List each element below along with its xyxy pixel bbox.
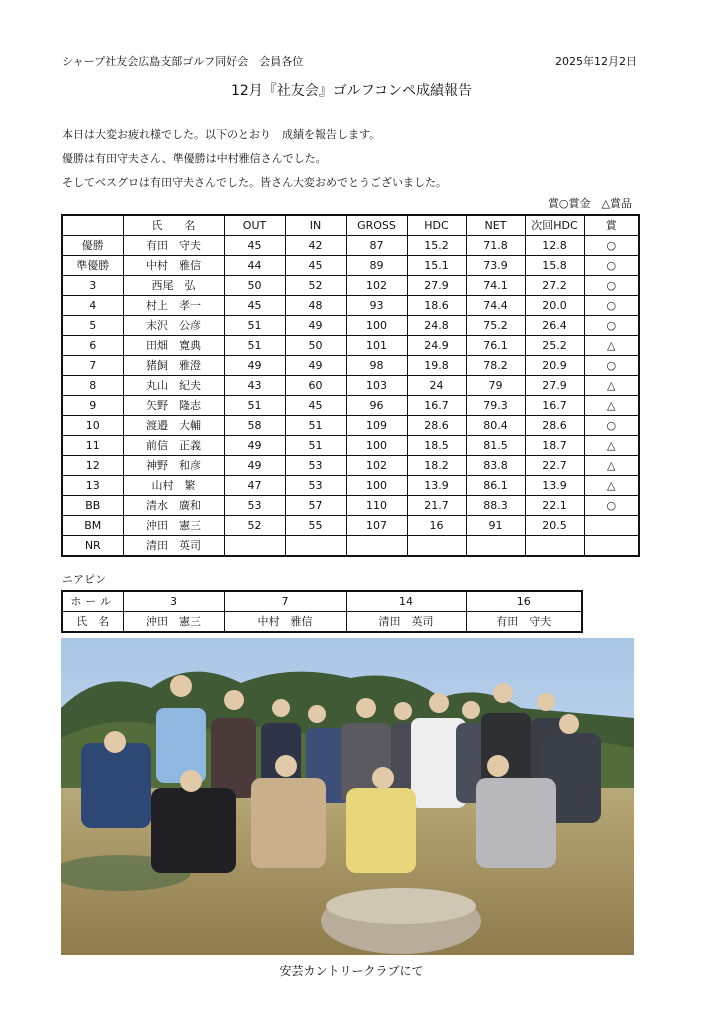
header-rank xyxy=(62,215,123,236)
table-cell: 西尾 弘 xyxy=(123,276,224,296)
table-cell: 74.1 xyxy=(466,276,525,296)
table-cell: 神野 和彦 xyxy=(123,456,224,476)
table-cell: 49 xyxy=(224,456,285,476)
nearpin-name-label: 氏 名 xyxy=(62,612,123,633)
table-cell: 107 xyxy=(346,516,407,536)
table-cell: 18.5 xyxy=(407,436,466,456)
table-row xyxy=(62,316,639,336)
nearpin-hole-label: ホール xyxy=(62,591,123,612)
table-cell: ○ xyxy=(584,496,639,516)
table-cell: 80.4 xyxy=(466,416,525,436)
table-cell: 18.6 xyxy=(407,296,466,316)
table-cell xyxy=(525,536,584,557)
table-cell: ○ xyxy=(584,236,639,256)
table-cell: 57 xyxy=(285,496,346,516)
table-cell: 86.1 xyxy=(466,476,525,496)
table-cell: 28.6 xyxy=(407,416,466,436)
table-cell: 49 xyxy=(285,316,346,336)
nearpin-hole-row xyxy=(62,591,582,612)
results-table xyxy=(61,214,640,557)
nearpin-name: 中村 雅信 xyxy=(224,612,346,633)
table-cell: 13 xyxy=(62,476,123,496)
nearpin-hole: 7 xyxy=(224,591,346,612)
table-cell: 100 xyxy=(346,316,407,336)
table-cell: 73.9 xyxy=(466,256,525,276)
table-cell: 51 xyxy=(224,336,285,356)
table-cell: △ xyxy=(584,456,639,476)
table-cell: △ xyxy=(584,336,639,356)
table-cell: 83.8 xyxy=(466,456,525,476)
table-cell: 13.9 xyxy=(407,476,466,496)
table-cell: 45 xyxy=(285,396,346,416)
group-photo xyxy=(61,638,634,955)
table-cell: 優勝 xyxy=(62,236,123,256)
table-cell: 71.8 xyxy=(466,236,525,256)
table-cell: 51 xyxy=(224,396,285,416)
header-next-hdc: 次回HDC xyxy=(525,215,584,236)
table-cell: 44 xyxy=(224,256,285,276)
nearpin-name: 有田 守夫 xyxy=(466,612,582,633)
header-name: 氏 名 xyxy=(123,215,224,236)
table-cell: 27.9 xyxy=(407,276,466,296)
table-row xyxy=(62,496,639,516)
table-cell: BB xyxy=(62,496,123,516)
table-cell: 78.2 xyxy=(466,356,525,376)
table-cell: 20.0 xyxy=(525,296,584,316)
table-cell: 16 xyxy=(407,516,466,536)
table-cell: △ xyxy=(584,476,639,496)
header-out: OUT xyxy=(224,215,285,236)
table-cell: 49 xyxy=(224,356,285,376)
nearpin-hole: 16 xyxy=(466,591,582,612)
table-cell: 26.4 xyxy=(525,316,584,336)
table-cell: 10 xyxy=(62,416,123,436)
table-cell: △ xyxy=(584,436,639,456)
body-line-1: 本日は大変お疲れ様でした。以下のとおり 成績を報告します。 xyxy=(62,128,381,141)
table-cell: 7 xyxy=(62,356,123,376)
table-cell: 47 xyxy=(224,476,285,496)
page-title: 12月『社友会』ゴルフコンペ成績報告 xyxy=(230,83,473,99)
table-cell: 清水 廣和 xyxy=(123,496,224,516)
table-cell: 21.7 xyxy=(407,496,466,516)
body-line-3: そしてベスグロは有田守夫さんでした。皆さん大変おめでとうございました。 xyxy=(62,176,447,189)
table-cell: 清田 英司 xyxy=(123,536,224,557)
table-cell xyxy=(285,536,346,557)
table-cell: 91 xyxy=(466,516,525,536)
table-cell: 89 xyxy=(346,256,407,276)
header-in: IN xyxy=(285,215,346,236)
table-cell: 51 xyxy=(285,436,346,456)
table-cell: 25.2 xyxy=(525,336,584,356)
table-cell: 98 xyxy=(346,356,407,376)
table-cell: 15.1 xyxy=(407,256,466,276)
table-cell: 51 xyxy=(285,416,346,436)
table-cell xyxy=(346,536,407,557)
report-date: 2025年12月2日 xyxy=(555,55,637,68)
table-cell: 22.1 xyxy=(525,496,584,516)
table-cell: 103 xyxy=(346,376,407,396)
header-gross: GROSS xyxy=(346,215,407,236)
table-cell: △ xyxy=(584,376,639,396)
table-cell: ○ xyxy=(584,316,639,336)
table-cell: 81.5 xyxy=(466,436,525,456)
table-cell: 4 xyxy=(62,296,123,316)
table-cell: 110 xyxy=(346,496,407,516)
nearpin-name: 沖田 憲三 xyxy=(123,612,224,633)
table-cell: 96 xyxy=(346,396,407,416)
table-cell: 88.3 xyxy=(466,496,525,516)
table-cell: △ xyxy=(584,396,639,416)
table-cell: BM xyxy=(62,516,123,536)
table-row xyxy=(62,456,639,476)
table-cell: 74.4 xyxy=(466,296,525,316)
table-cell: 52 xyxy=(224,516,285,536)
table-cell: 45 xyxy=(285,256,346,276)
table-cell: 79 xyxy=(466,376,525,396)
prize-legend: 賞○賞金 △賞品 xyxy=(547,197,632,210)
table-cell: 24.8 xyxy=(407,316,466,336)
table-row xyxy=(62,356,639,376)
table-cell: 16.7 xyxy=(407,396,466,416)
table-cell: 末沢 公彦 xyxy=(123,316,224,336)
table-cell: 50 xyxy=(224,276,285,296)
table-cell: 20.5 xyxy=(525,516,584,536)
table-cell: 28.6 xyxy=(525,416,584,436)
table-row xyxy=(62,256,639,276)
table-cell: 18.7 xyxy=(525,436,584,456)
table-row xyxy=(62,516,639,536)
table-cell: 58 xyxy=(224,416,285,436)
table-cell: 18.2 xyxy=(407,456,466,476)
table-row xyxy=(62,236,639,256)
table-cell xyxy=(466,536,525,557)
table-cell: 27.9 xyxy=(525,376,584,396)
table-cell: 矢野 隆志 xyxy=(123,396,224,416)
table-cell: 13.9 xyxy=(525,476,584,496)
nearpin-label: ニアピン xyxy=(62,573,106,586)
table-cell: 60 xyxy=(285,376,346,396)
table-cell: 猪飼 雅澄 xyxy=(123,356,224,376)
table-cell: 87 xyxy=(346,236,407,256)
table-cell: 5 xyxy=(62,316,123,336)
table-cell: 24.9 xyxy=(407,336,466,356)
table-cell: 準優勝 xyxy=(62,256,123,276)
table-cell: ○ xyxy=(584,256,639,276)
table-row xyxy=(62,276,639,296)
table-cell xyxy=(584,536,639,557)
table-row xyxy=(62,376,639,396)
table-cell: 前信 正義 xyxy=(123,436,224,456)
table-row xyxy=(62,296,639,316)
nearpin-name-row xyxy=(62,612,582,633)
table-cell: 9 xyxy=(62,396,123,416)
table-cell: 51 xyxy=(224,316,285,336)
table-cell: 48 xyxy=(285,296,346,316)
table-cell: 100 xyxy=(346,476,407,496)
table-row xyxy=(62,416,639,436)
nearpin-hole: 14 xyxy=(346,591,466,612)
body-line-2: 優勝は有田守夫さん、準優勝は中村雅信さんでした。 xyxy=(62,152,327,165)
header-hdc: HDC xyxy=(407,215,466,236)
table-cell: 52 xyxy=(285,276,346,296)
header-prize: 賞 xyxy=(584,215,639,236)
table-cell xyxy=(584,516,639,536)
nearpin-hole: 3 xyxy=(123,591,224,612)
table-cell: ○ xyxy=(584,416,639,436)
table-cell: 49 xyxy=(224,436,285,456)
table-cell: 田畑 寛典 xyxy=(123,336,224,356)
table-cell: 19.8 xyxy=(407,356,466,376)
table-cell: 45 xyxy=(224,236,285,256)
table-cell: 22.7 xyxy=(525,456,584,476)
table-row xyxy=(62,476,639,496)
table-cell: 50 xyxy=(285,336,346,356)
table-cell: 45 xyxy=(224,296,285,316)
table-cell: 53 xyxy=(285,456,346,476)
table-row xyxy=(62,336,639,356)
table-cell: 76.1 xyxy=(466,336,525,356)
table-cell: 49 xyxy=(285,356,346,376)
table-cell: 42 xyxy=(285,236,346,256)
table-cell: 山村 繁 xyxy=(123,476,224,496)
table-cell: 沖田 憲三 xyxy=(123,516,224,536)
table-cell: 24 xyxy=(407,376,466,396)
table-cell xyxy=(407,536,466,557)
table-cell: 109 xyxy=(346,416,407,436)
table-cell: 12 xyxy=(62,456,123,476)
table-cell: 75.2 xyxy=(466,316,525,336)
results-header-row xyxy=(62,215,639,236)
table-row xyxy=(62,396,639,416)
table-cell: 102 xyxy=(346,456,407,476)
nearpin-name: 清田 英司 xyxy=(346,612,466,633)
table-cell: 丸山 紀夫 xyxy=(123,376,224,396)
table-cell: 100 xyxy=(346,436,407,456)
table-cell: 6 xyxy=(62,336,123,356)
table-cell: 有田 守夫 xyxy=(123,236,224,256)
table-row xyxy=(62,536,639,557)
table-cell: 93 xyxy=(346,296,407,316)
table-cell: ○ xyxy=(584,296,639,316)
table-cell: 中村 雅信 xyxy=(123,256,224,276)
table-cell: 12.8 xyxy=(525,236,584,256)
table-cell: 16.7 xyxy=(525,396,584,416)
table-cell: 79.3 xyxy=(466,396,525,416)
table-cell: 8 xyxy=(62,376,123,396)
table-cell: ○ xyxy=(584,276,639,296)
table-cell: 43 xyxy=(224,376,285,396)
table-cell: 渡邉 大輔 xyxy=(123,416,224,436)
photo-caption: 安芸カントリークラブにて xyxy=(279,964,424,978)
table-cell: 101 xyxy=(346,336,407,356)
table-cell: 11 xyxy=(62,436,123,456)
table-cell: 27.2 xyxy=(525,276,584,296)
table-cell: ○ xyxy=(584,356,639,376)
table-cell: 102 xyxy=(346,276,407,296)
table-cell: 15.2 xyxy=(407,236,466,256)
table-cell xyxy=(224,536,285,557)
table-cell: 53 xyxy=(224,496,285,516)
table-cell: 53 xyxy=(285,476,346,496)
table-cell: 15.8 xyxy=(525,256,584,276)
nearpin-table xyxy=(61,590,583,633)
table-cell: 村上 孝一 xyxy=(123,296,224,316)
organizer-line: シャープ社友会広島支部ゴルフ同好会 会員各位 xyxy=(62,55,304,68)
table-cell: NR xyxy=(62,536,123,557)
table-cell: 20.9 xyxy=(525,356,584,376)
table-cell: 55 xyxy=(285,516,346,536)
table-row xyxy=(62,436,639,456)
table-cell: 3 xyxy=(62,276,123,296)
header-net: NET xyxy=(466,215,525,236)
